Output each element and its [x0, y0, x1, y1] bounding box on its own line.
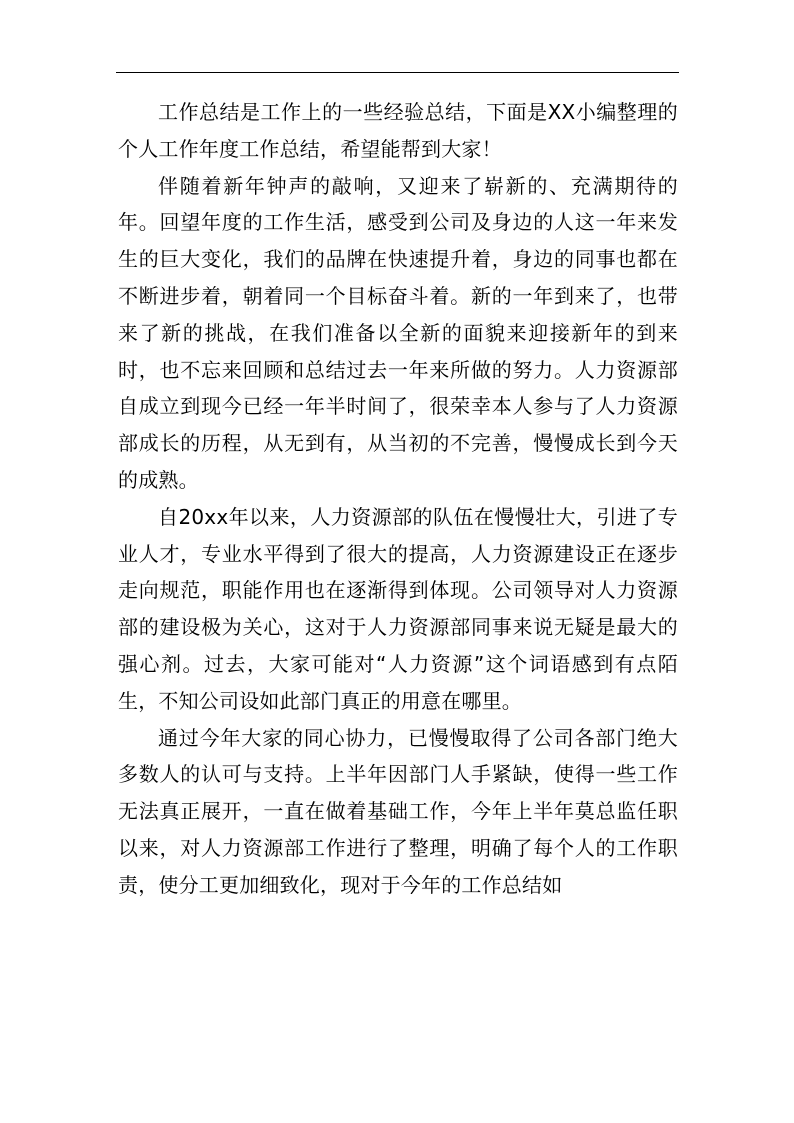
paragraph-new-year: 伴随着新年钟声的敲响，又迎来了崭新的、充满期待的年。回望年度的工作生活，感受到公司及身边的人这一年来发生的巨大变化，我们的品牌在快速提升着，身边的同事也都在不断进步着，朝着同一个目标奋斗着。新的一年到来了，也带来了新的挑战，在我们准备以全新的面貌来迎接新年的到来时，也不忘来回顾和总结过去一年来所做的努力。人力资源部自成立到现今已经一年半时间了，很荣幸本人参与了人力资源部成长的历程，从无到有，从当初的不完善，慢慢成长到今天的成熟。 [118, 173, 678, 492]
paragraph-intro: 工作总结是工作上的一些经验总结，下面是XX小编整理的个人工作年度工作总结，希望能帮到大家！ [118, 100, 678, 161]
header-divider [116, 72, 679, 73]
document-body [118, 94, 678, 904]
paragraph-hr-growth: 自20xx年以来，人力资源部的队伍在慢慢壮大，引进了专业人才，专业水平得到了很大的提高，人力资源建设正在逐步走向规范，职能作用也在逐渐得到体现。公司领导对人力资源部的建设极为关心，这对于人力资源部同事来说无疑是最大的强心剂。过去，大家可能对“人力资源”这个词语感到有点陌生，不知公司设如此部门真正的用意在哪里。 [118, 504, 678, 713]
paragraph-cooperation: 通过今年大家的同心协力，已慢慢取得了公司各部门绝大多数人的认可与支持。上半年因部门人手紧缺，使得一些工作无法真正展开，一直在做着基础工作，今年上半年莫总监任职以来，对人力资源部工作进行了整理，明确了每个人的工作职责，使分工更加细致化，现对于今年的工作总结如 [118, 725, 678, 897]
